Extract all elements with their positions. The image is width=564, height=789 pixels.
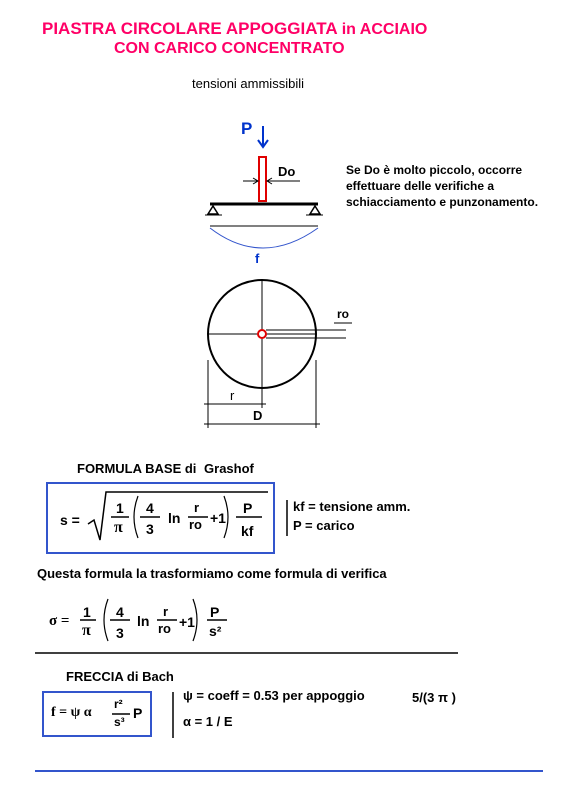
frac2-num: 4 bbox=[146, 500, 154, 516]
note bbox=[346, 162, 538, 210]
v-frac2-num: 4 bbox=[116, 604, 124, 620]
load-center bbox=[258, 330, 266, 338]
deflection-curve bbox=[210, 228, 318, 248]
freccia-heading: FRECCIA di Bach bbox=[66, 669, 174, 684]
freccia-P: P bbox=[133, 705, 143, 721]
load-column bbox=[259, 157, 266, 201]
freccia-s3: s³ bbox=[114, 715, 125, 729]
note-line1: Se Do è molto piccolo, occorre bbox=[346, 163, 523, 177]
frac3-den: ro bbox=[189, 517, 202, 532]
plus-one: +1 bbox=[210, 510, 226, 526]
left-support-icon bbox=[208, 206, 218, 214]
v-ln: ln bbox=[137, 613, 150, 629]
ln-label: ln bbox=[168, 510, 181, 526]
legend-p: P = carico bbox=[293, 518, 355, 533]
v-frac3-num: r bbox=[163, 604, 169, 619]
transform-text: Questa formula la trasformiamo come formula di verifica bbox=[37, 566, 387, 581]
v-frac3-den: ro bbox=[158, 621, 171, 636]
f-label: f bbox=[255, 251, 260, 266]
D-label: D bbox=[253, 408, 263, 423]
v-frac2-den: 3 bbox=[116, 625, 124, 641]
frac1-den: π bbox=[114, 519, 123, 536]
psi-alt: 5/(3 π ) bbox=[412, 690, 456, 705]
ro-label: ro bbox=[337, 307, 349, 321]
subtitle: tensioni ammissibili bbox=[192, 76, 304, 91]
frac2-den: 3 bbox=[146, 521, 154, 537]
alpha-text: α = 1 / E bbox=[183, 714, 233, 729]
legend-kf: kf = tensione amm. bbox=[293, 499, 411, 514]
v-frac1-num: 1 bbox=[83, 604, 91, 620]
freccia-r2: r² bbox=[114, 697, 123, 711]
title-line1-b: in ACCIAIO bbox=[341, 21, 428, 38]
note-line3: schiacciamento e punzonamento. bbox=[346, 195, 539, 209]
v-frac4-num: P bbox=[210, 604, 220, 620]
formula-lhs: s = bbox=[60, 512, 80, 528]
formula-base-heading: FORMULA BASE di Grashof bbox=[77, 461, 254, 476]
frac4-den: kf bbox=[241, 523, 254, 539]
v-plus-one: +1 bbox=[179, 614, 195, 630]
note-line2: effettuare delle verifiche a bbox=[346, 179, 495, 193]
frac4-num: P bbox=[243, 500, 253, 516]
right-support-icon bbox=[310, 206, 320, 214]
frac3-num: r bbox=[194, 500, 200, 515]
grashof-box bbox=[47, 483, 274, 553]
do-label: Do bbox=[278, 164, 296, 179]
v-frac4-den: s² bbox=[209, 623, 222, 639]
title-line1: PIASTRA CIRCOLARE APPOGGIATA bbox=[42, 19, 337, 38]
verify-lhs: σ = bbox=[49, 613, 70, 629]
psi-text: ψ = coeff = 0.53 per appoggio bbox=[183, 688, 365, 703]
freccia-lhs: f = ψ α bbox=[51, 705, 92, 720]
v-frac1-den: π bbox=[82, 622, 91, 639]
r-label: r bbox=[230, 388, 235, 403]
frac1-num: 1 bbox=[116, 500, 124, 516]
load-label: P bbox=[241, 119, 253, 138]
load-arrow-icon bbox=[258, 126, 268, 147]
title-line2: CON CARICO CONCENTRATO bbox=[114, 40, 345, 57]
